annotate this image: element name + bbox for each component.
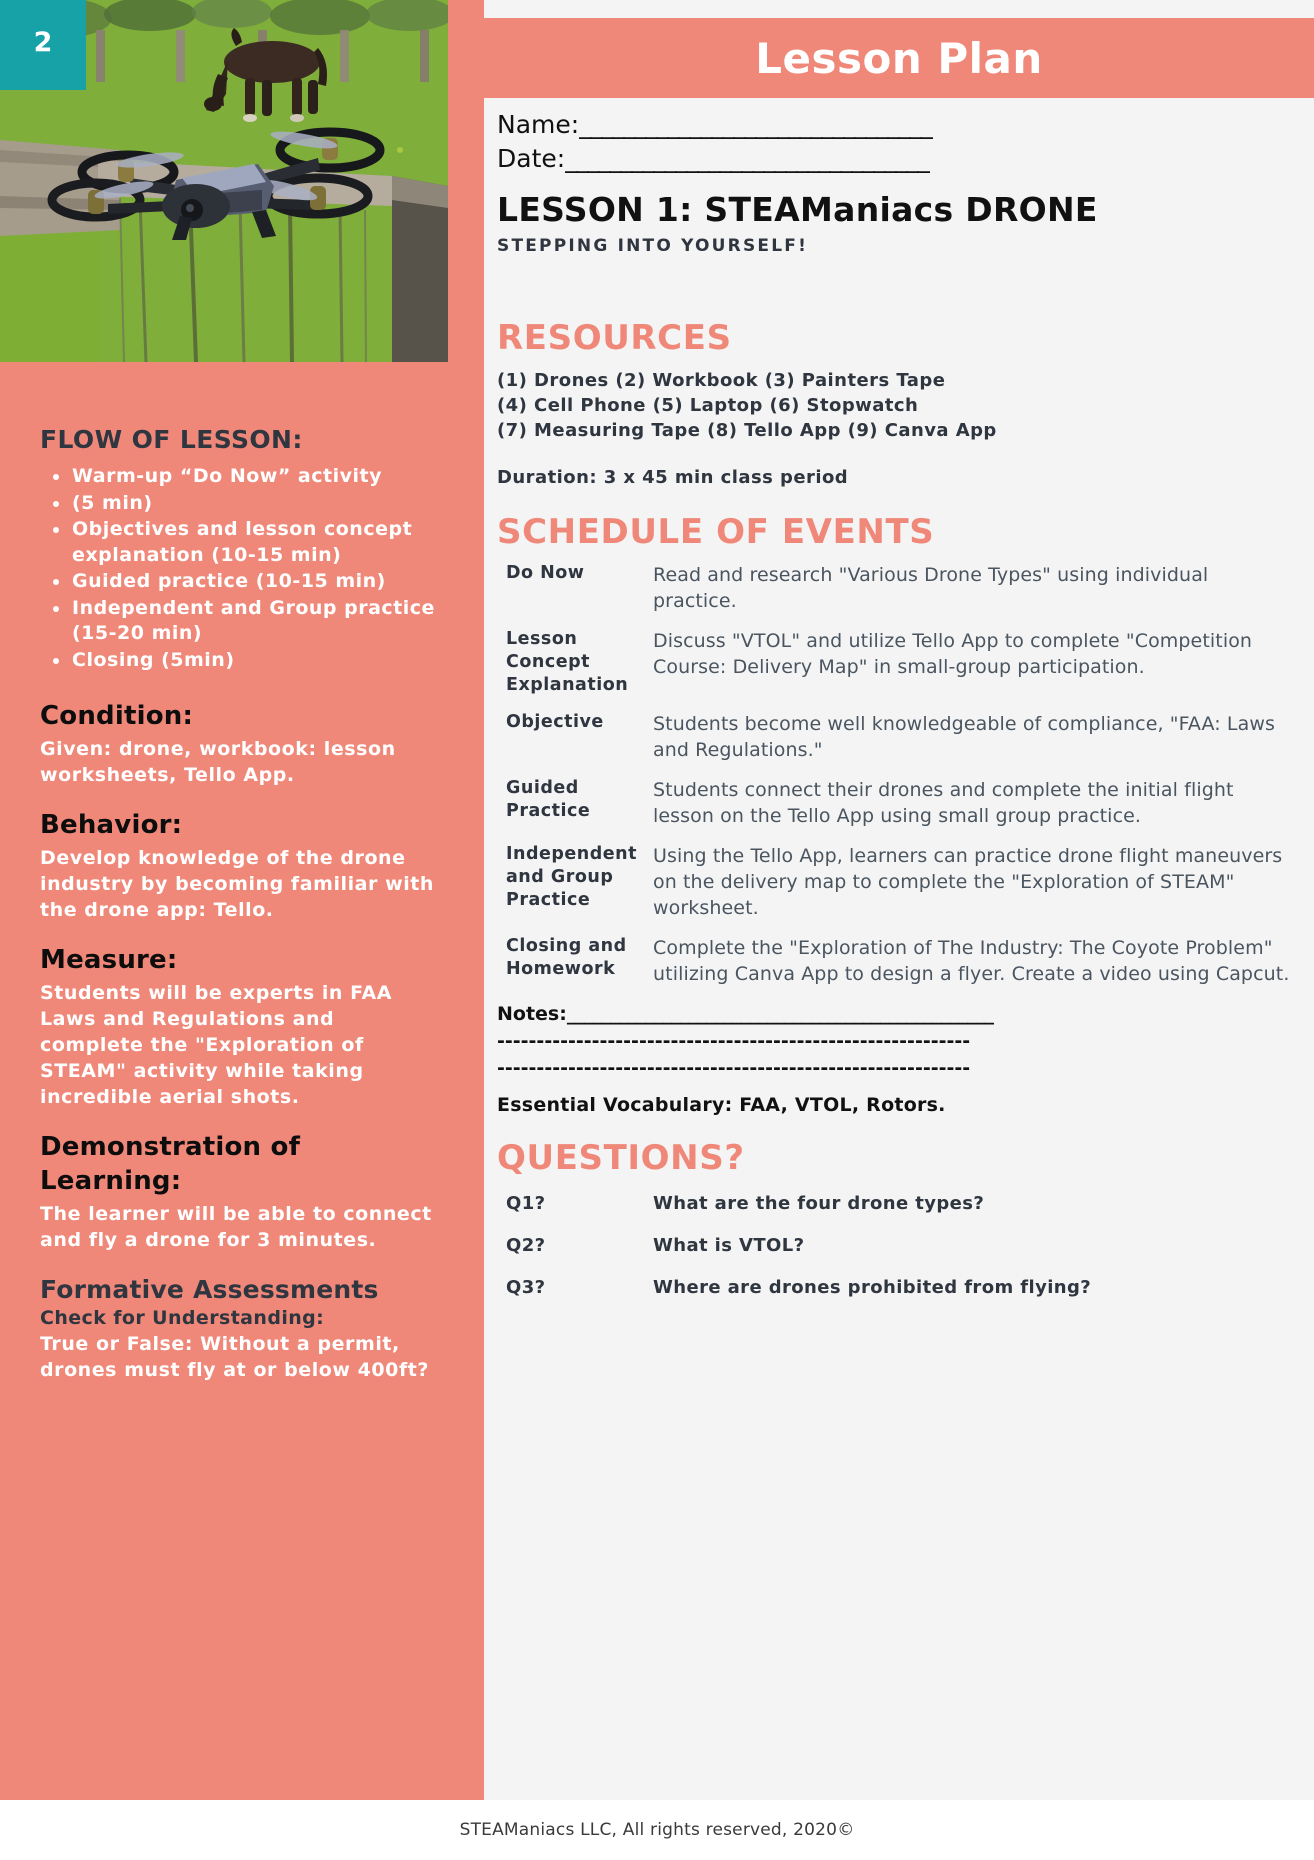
measure-body: Students will be experts in FAA Laws and Regulations and complete the "Exploration of STEAM" activity while taking incredible aerial shots. bbox=[40, 982, 393, 1108]
question-text: What is VTOL? bbox=[653, 1235, 805, 1256]
resources-list bbox=[497, 368, 1297, 443]
question-row bbox=[497, 1192, 1297, 1216]
schedule-row-label: Guided Practice bbox=[506, 778, 591, 821]
resources-heading: RESOURCES bbox=[497, 318, 732, 358]
list-item: Independent and Group practice (15-20 min) bbox=[40, 596, 444, 647]
schedule-row-description: Discuss "VTOL" and utilize Tello App to complete "Competition Course: Delivery Map" in small-group participation. bbox=[653, 630, 1253, 678]
list-item: Guided practice (10-15 min) bbox=[40, 569, 444, 595]
drone-photo bbox=[0, 0, 448, 362]
question-row bbox=[497, 1276, 1297, 1300]
demonstration-section bbox=[40, 1130, 444, 1253]
table-row bbox=[497, 562, 1297, 614]
table-row bbox=[497, 711, 1297, 763]
notes-block[interactable] bbox=[497, 1001, 1297, 1082]
notes-label: Notes: bbox=[497, 1003, 567, 1025]
lesson-subtitle: STEPPING INTO YOURSELF! bbox=[497, 236, 809, 256]
schedule-row-description: Students become well knowledgeable of compliance, "FAA: Laws and Regulations." bbox=[653, 713, 1275, 761]
duration-text: Duration: 3 x 45 min class period bbox=[497, 467, 849, 488]
lesson-title: LESSON 1: STEAManiacs DRONE bbox=[497, 190, 1098, 229]
behavior-section bbox=[40, 808, 444, 923]
footer-text: STEAManiacs LLC, All rights reserved, 2020© bbox=[459, 1820, 855, 1840]
resources-line: (7) Measuring Tape (8) Tello App (9) Canva App bbox=[497, 420, 997, 441]
question-label: Q1? bbox=[506, 1193, 546, 1214]
question-label: Q2? bbox=[506, 1235, 546, 1256]
date-input-rule[interactable]: _________________________________ bbox=[565, 144, 929, 173]
resources-line: (1) Drones (2) Workbook (3) Painters Tape bbox=[497, 370, 946, 391]
table-row bbox=[497, 935, 1297, 987]
schedule-row-description: Students connect their drones and complete the initial flight lesson on the Tello App using small group practice. bbox=[653, 779, 1234, 827]
schedule-row-description: Read and research "Various Drone Types" using individual practice. bbox=[653, 564, 1209, 612]
formative-assessments-section bbox=[40, 1275, 444, 1383]
formative-assessments-body: True or False: Without a permit, drones must fly at or below 400ft? bbox=[40, 1333, 429, 1381]
list-item: (5 min) bbox=[40, 491, 444, 517]
question-text: What are the four drone types? bbox=[653, 1193, 985, 1214]
measure-heading: Measure: bbox=[40, 945, 178, 975]
date-label: Date: bbox=[497, 144, 566, 173]
name-input-rule[interactable]: ________________________________ bbox=[579, 110, 932, 139]
demonstration-body: The learner will be able to connect and fly a drone for 3 minutes. bbox=[40, 1203, 432, 1251]
question-label: Q3? bbox=[506, 1277, 546, 1298]
table-row bbox=[497, 628, 1297, 697]
condition-body: Given: drone, workbook: lesson worksheets, Tello App. bbox=[40, 738, 396, 786]
questions-list bbox=[497, 1192, 1297, 1300]
schedule-row-label: Do Now bbox=[506, 563, 585, 583]
schedule-row-description: Complete the "Exploration of The Industry: The Coyote Problem" utilizing Canva App to design a flyer. Create a video using Capcut. bbox=[653, 937, 1290, 985]
schedule-row-label: Lesson Concept Explanation bbox=[506, 629, 629, 695]
main-content bbox=[484, 0, 1314, 1800]
page-footer bbox=[0, 1800, 1314, 1860]
measure-section bbox=[40, 943, 444, 1110]
schedule-row-label: Independent and Group Practice bbox=[506, 844, 637, 910]
notes-rule-2[interactable]: ------------------------------------------------------------ bbox=[497, 1030, 971, 1052]
schedule-row-label: Objective bbox=[506, 712, 604, 732]
date-field-row[interactable] bbox=[497, 142, 1297, 176]
name-label: Name: bbox=[497, 110, 580, 139]
formative-assessments-heading: Formative Assessments bbox=[40, 1275, 379, 1304]
behavior-heading: Behavior: bbox=[40, 810, 183, 840]
condition-section bbox=[40, 699, 444, 788]
question-text: Where are drones prohibited from flying? bbox=[653, 1277, 1092, 1298]
demonstration-heading: Demonstration of Learning: bbox=[40, 1132, 301, 1196]
condition-heading: Condition: bbox=[40, 701, 194, 731]
page-title: Lesson Plan bbox=[755, 33, 1043, 83]
list-item: Closing (5min) bbox=[40, 648, 444, 674]
sidebar-content bbox=[40, 425, 444, 1383]
schedule-table bbox=[497, 562, 1297, 987]
page-title-bar bbox=[484, 18, 1314, 98]
schedule-of-events-heading: SCHEDULE OF EVENTS bbox=[497, 512, 935, 552]
name-field-row[interactable] bbox=[497, 108, 1297, 142]
question-row bbox=[497, 1234, 1297, 1258]
table-row bbox=[497, 843, 1297, 921]
behavior-body: Develop knowledge of the drone industry by becoming familiar with the drone app: Tello. bbox=[40, 847, 434, 921]
notes-first-line[interactable] bbox=[497, 1001, 1297, 1028]
essential-vocabulary: Essential Vocabulary: FAA, VTOL, Rotors. bbox=[497, 1094, 946, 1116]
schedule-row-label: Closing and Homework bbox=[506, 936, 627, 979]
flow-of-lesson-list bbox=[40, 464, 444, 673]
table-row bbox=[497, 777, 1297, 829]
resources-line: (4) Cell Phone (5) Laptop (6) Stopwatch bbox=[497, 395, 919, 416]
list-item: Objectives and lesson concept explanation (10-15 min) bbox=[40, 517, 444, 568]
left-sidebar bbox=[0, 0, 484, 1800]
notes-rule-1[interactable]: _________________________________________________ bbox=[566, 1003, 994, 1025]
schedule-row-description: Using the Tello App, learners can practice drone flight maneuvers on the delivery map to complete the "Exploration of STEAM" worksheet. bbox=[653, 845, 1283, 919]
main-body bbox=[497, 108, 1297, 1318]
list-item: Warm-up “Do Now” activity bbox=[40, 464, 444, 490]
check-for-understanding-label: Check for Understanding: bbox=[40, 1307, 325, 1329]
questions-heading: QUESTIONS? bbox=[497, 1138, 745, 1178]
flow-of-lesson-heading: FLOW OF LESSON: bbox=[40, 425, 303, 454]
page-number-badge: 2 bbox=[0, 0, 86, 90]
notes-rule-3[interactable]: ------------------------------------------------------------ bbox=[497, 1057, 971, 1079]
